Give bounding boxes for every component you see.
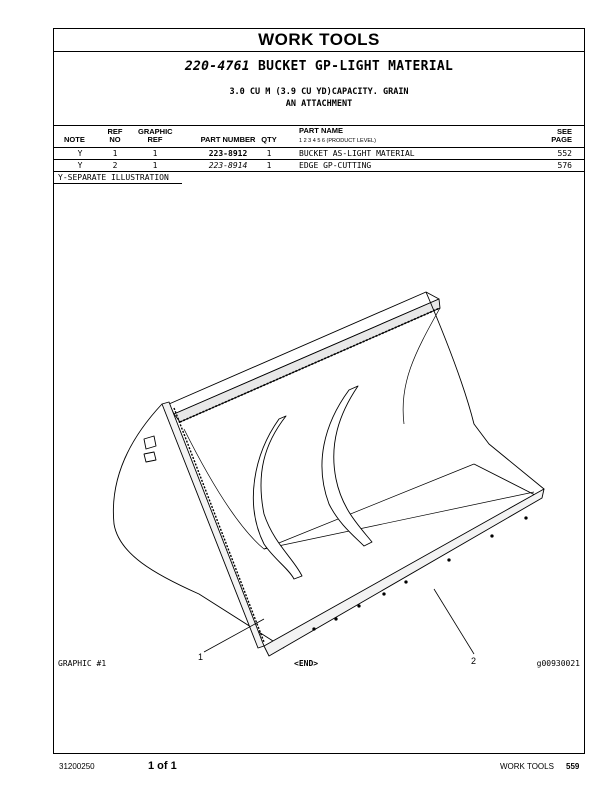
- parts-table: [54, 125, 584, 184]
- row-see-page-link[interactable]: 576: [557, 161, 572, 170]
- header-part-number: PART NUMBER: [200, 135, 256, 144]
- header-graphic-2: REF: [147, 135, 163, 144]
- header-note: NOTE: [64, 135, 85, 144]
- page-number: 559: [566, 762, 580, 771]
- row-note: Y: [77, 161, 83, 170]
- callout-1-label: 1: [198, 652, 204, 662]
- table-row[interactable]: [54, 148, 584, 160]
- edge-bolt: [491, 535, 493, 537]
- part-number-title[interactable]: 220-4761: [184, 59, 250, 74]
- header-qty: QTY: [261, 135, 277, 144]
- bucket-back-curve: [403, 308, 440, 424]
- edge-bolt: [383, 593, 385, 595]
- bucket-right-side: [426, 292, 544, 496]
- end-marker: <END>: [294, 659, 319, 668]
- page-frame: [53, 28, 585, 754]
- row-qty: 1: [266, 149, 272, 158]
- callout-2-label: 2: [471, 656, 477, 666]
- row-note: Y: [77, 149, 83, 158]
- row-graphic-ref: 1: [152, 149, 158, 158]
- row-part-number-link[interactable]: 223-8912: [208, 149, 248, 158]
- footer-section: WORK TOOLS: [500, 762, 554, 771]
- bucket-side-slot: [144, 436, 156, 449]
- edge-bolt: [405, 581, 407, 583]
- row-ref-no: 2: [112, 161, 118, 170]
- edge-bolt: [448, 559, 450, 561]
- bucket-side-slot: [144, 452, 156, 462]
- header-ref-1: REF: [107, 127, 123, 136]
- graphic-id: g00930021: [536, 659, 580, 668]
- header-product-level: 1 2 3 4 5 6 (PRODUCT LEVEL): [299, 138, 376, 144]
- row-see-page-link[interactable]: 552: [557, 149, 572, 158]
- bucket-left-edge-plate: [162, 402, 264, 648]
- header-graphic-1: GRAPHIC: [138, 127, 173, 136]
- row-part-number-link[interactable]: 223-8914: [208, 161, 248, 170]
- edge-bolt: [358, 605, 360, 607]
- description-line-1: 3.0 CU M (3.9 CU YD)CAPACITY. GRAIN: [229, 87, 409, 97]
- edge-bolt: [313, 628, 315, 630]
- bucket-rim-lip: [174, 299, 440, 422]
- row-qty: 1: [266, 161, 272, 170]
- header-see-2: PAGE: [551, 135, 572, 144]
- edge-bolt: [525, 517, 527, 519]
- part-description: [54, 86, 584, 110]
- row-part-name: EDGE GP-CUTTING: [299, 161, 372, 170]
- header-see-1: SEE: [556, 127, 572, 136]
- table-header: [54, 125, 584, 148]
- row-part-name: BUCKET AS-LIGHT MATERIAL: [299, 149, 415, 158]
- description-line-2: AN ATTACHMENT: [285, 99, 353, 109]
- graphic-label: GRAPHIC #1: [58, 659, 107, 668]
- row-graphic-ref: 1: [152, 161, 158, 170]
- section-title: WORK TOOLS: [54, 29, 584, 52]
- part-title: [54, 59, 584, 74]
- bucket-rib-right: [322, 386, 372, 546]
- page-of: 1 of 1: [148, 760, 177, 772]
- header-ref-2: NO: [109, 135, 121, 144]
- edge-bolt: [335, 618, 337, 620]
- part-name-title: BUCKET GP-LIGHT MATERIAL: [258, 59, 454, 74]
- table-row[interactable]: [54, 160, 584, 172]
- bucket-top-rim: [169, 292, 439, 414]
- callout-2-leader: [434, 589, 474, 654]
- doc-id: 31200250: [59, 762, 95, 771]
- bucket-rib-left: [253, 416, 302, 579]
- note-legend: Y-SEPARATE ILLUSTRATION: [54, 172, 182, 184]
- header-part-name: PART NAME: [299, 126, 344, 135]
- cutting-edge: [264, 489, 544, 656]
- row-ref-no: 1: [112, 149, 118, 158]
